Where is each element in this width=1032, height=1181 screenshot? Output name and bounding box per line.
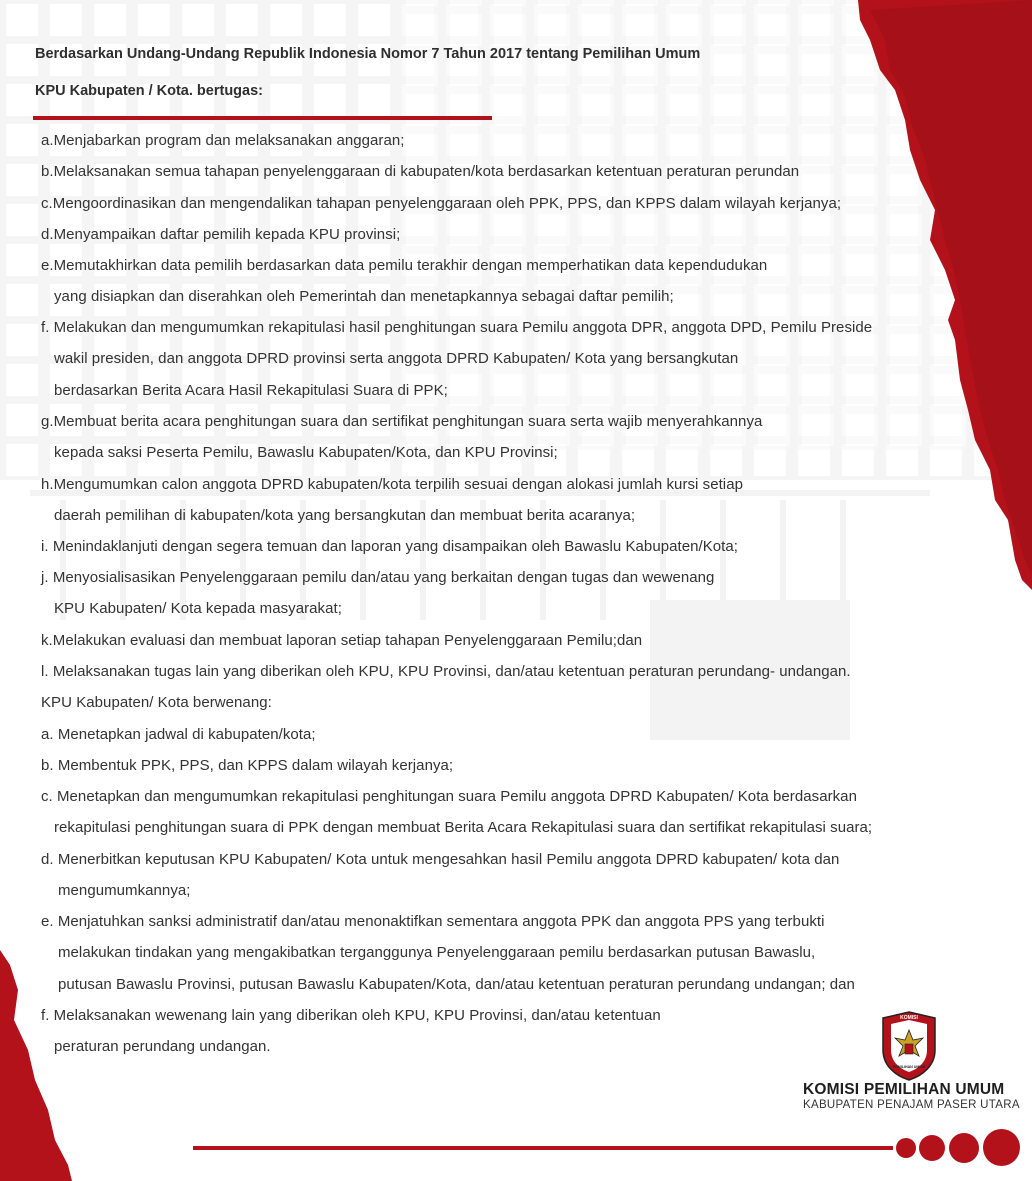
- tugas-item-e: e.Memutakhirkan data pemilih berdasarkan data pemilu terakhir dengan memperhatikan data kependudukan: [41, 257, 768, 274]
- tugas-item-f-cont2: berdasarkan Berita Acara Hasil Rekapitulasi Suara di PPK;: [54, 382, 448, 399]
- tugas-item-i: i. Menindaklanjuti dengan segera temuan dan laporan yang disampaikan oleh Bawaslu Kabupaten/Kota;: [41, 538, 738, 555]
- tugas-item-j-cont: KPU Kabupaten/ Kota kepada masyarakat;: [54, 600, 342, 617]
- header-intro: Berdasarkan Undang-Undang Republik Indonesia Nomor 7 Tahun 2017 tentang Pemilihan Umum: [35, 46, 701, 62]
- header-subtitle: KPU Kabupaten / Kota. bertugas:: [35, 83, 263, 99]
- tugas-item-k: k.Melakukan evaluasi dan membuat laporan setiap tahapan Penyelenggaraan Pemilu;dan: [41, 632, 643, 649]
- wewenang-item-d: d. Menerbitkan keputusan KPU Kabupaten/ Kota untuk mengesahkan hasil Pemilu anggota DPRD kabupaten/ kota dan: [41, 851, 840, 868]
- footer-dot-2: [919, 1135, 945, 1161]
- wewenang-item-e: e. Menjatuhkan sanksi administratif dan/atau menonaktifkan sementara anggota PPK dan anggota PPS yang terbukti: [41, 913, 825, 930]
- tugas-item-f: f. Melakukan dan mengumumkan rekapitulasi hasil penghitungan suara Pemilu anggota DPR, anggota DPD, Pemilu Preside: [41, 319, 873, 336]
- wewenang-item-c-cont: rekapitulasi penghitungan suara di PPK dengan membuat Berita Acara Rekapitulasi suara dan sertifikat rekapitulasi suara;: [54, 819, 873, 836]
- logo-title: KOMISI PEMILIHAN UMUM: [803, 1081, 1005, 1098]
- wewenang-item-e-cont1: melakukan tindakan yang mengakibatkan terganggunya Penyelenggaraan pemilu berdasarkan putusan Bawaslu,: [58, 944, 816, 961]
- tugas-item-h: h.Mengumumkan calon anggota DPRD kabupaten/kota terpilih sesuai dengan alokasi jumlah kursi setiap: [41, 476, 743, 493]
- wewenang-item-b: b. Membentuk PPK, PPS, dan KPPS dalam wilayah kerjanya;: [41, 757, 454, 774]
- seal-text-bottom: PEMILIHAN UMUM: [893, 1065, 925, 1069]
- footer-dot-3: [949, 1133, 979, 1163]
- tugas-item-c: c.Mengoordinasikan dan mengendalikan tahapan penyelenggaraan oleh PPK, PPS, dan KPPS dalam wilayah kerjanya;: [41, 195, 842, 212]
- kpu-seal-icon: [877, 1010, 941, 1082]
- tugas-item-g-cont: kepada saksi Peserta Pemilu, Bawaslu Kabupaten/Kota, dan KPU Provinsi;: [54, 444, 558, 461]
- wewenang-item-f: f. Melaksanakan wewenang lain yang diberikan oleh KPU, KPU Provinsi, dan/atau ketentuan: [41, 1007, 661, 1024]
- tugas-item-h-cont: daerah pemilihan di kabupaten/kota yang bersangkutan dan membuat berita acaranya;: [54, 507, 636, 524]
- footer-dot-4: [983, 1129, 1020, 1166]
- wewenang-item-c: c. Menetapkan dan mengumumkan rekapitulasi penghitungan suara Pemilu anggota DPRD Kabupaten/ Kota berdasarkan: [41, 788, 857, 805]
- tugas-item-g: g.Membuat berita acara penghitungan suara dan sertifikat penghitungan suara serta wajib menyerahkannya: [41, 413, 763, 430]
- tugas-item-f-cont1: wakil presiden, dan anggota DPRD provinsi serta anggota DPRD Kabupaten/ Kota yang bersangkutan: [54, 350, 739, 367]
- footer-dot-1: [896, 1138, 916, 1158]
- logo-subtitle: KABUPATEN PENAJAM PASER UTARA: [803, 1099, 1020, 1111]
- tugas-item-e-cont: yang disiapkan dan diserahkan oleh Pemerintah dan menetapkannya sebagai daftar pemilih;: [54, 288, 674, 305]
- tugas-item-j: j. Menyosialisasikan Penyelenggaraan pemilu dan/atau yang berkaitan dengan tugas dan wewenang: [41, 569, 715, 586]
- wewenang-item-d-cont: mengumumkannya;: [58, 882, 191, 899]
- header-divider: [33, 116, 492, 120]
- wewenang-item-f-cont: peraturan perundang undangan.: [54, 1038, 271, 1055]
- wewenang-title: KPU Kabupaten/ Kota berwenang:: [41, 694, 272, 711]
- tugas-item-d: d.Menyampaikan daftar pemilih kepada KPU provinsi;: [41, 226, 401, 243]
- tugas-item-b: b.Melaksanakan semua tahapan penyelenggaraan di kabupaten/kota berdasarkan ketentuan peraturan perundan: [41, 163, 800, 180]
- footer-divider: [193, 1146, 893, 1150]
- tugas-item-l: l. Melaksanakan tugas lain yang diberikan oleh KPU, KPU Provinsi, dan/atau ketentuan peraturan perundang- undangan.: [41, 663, 851, 680]
- tugas-item-a: a.Menjabarkan program dan melaksanakan anggaran;: [41, 132, 405, 149]
- seal-text-top: KOMISI: [900, 1015, 918, 1021]
- wewenang-item-e-cont2: putusan Bawaslu Provinsi, putusan Bawaslu Kabupaten/Kota, dan/atau ketentuan peraturan perundang undangan; dan: [58, 976, 855, 993]
- wewenang-item-a: a. Menetapkan jadwal di kabupaten/kota;: [41, 726, 316, 743]
